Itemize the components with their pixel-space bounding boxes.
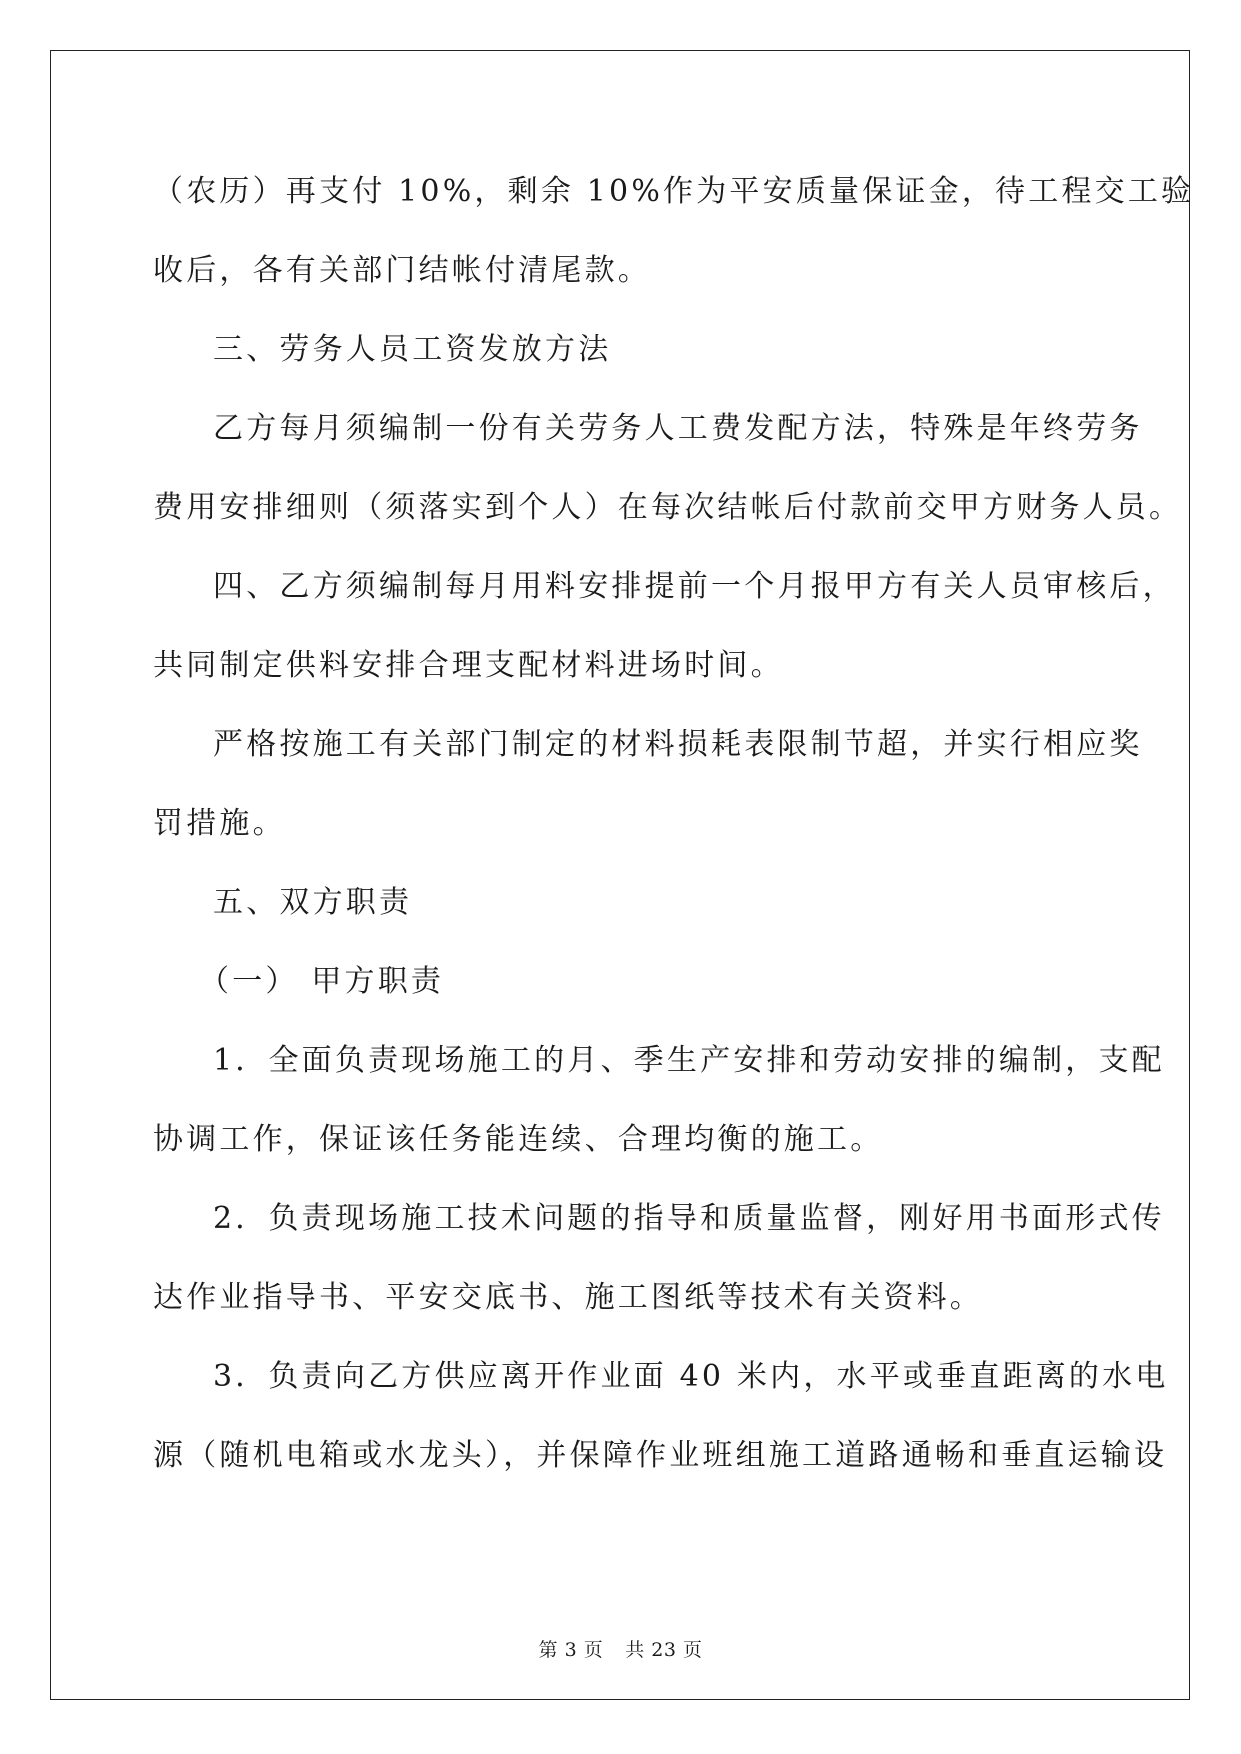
section-heading: 三、劳务人员工资发放方法	[213, 332, 612, 367]
text-line: 源（随机电箱或水龙头），并保障作业班组施工道路通畅和垂直运输设	[153, 1438, 1168, 1473]
text-line: 罚措施。	[153, 806, 286, 841]
text-line: 达作业指导书、平安交底书、施工图纸等技术有关资料。	[153, 1280, 983, 1315]
page-number-current: 第 3 页	[538, 1639, 604, 1661]
page-footer	[0, 1637, 1241, 1663]
text-line: 2．负责现场施工技术问题的指导和质量监督，刚好用书面形式传	[213, 1201, 1165, 1236]
subsection-heading: （一） 甲方职责	[199, 964, 445, 999]
text-line: 乙方每月须编制一份有关劳务人工费发配方法，特殊是年终劳务	[213, 411, 1143, 446]
text-line: 费用安排细则（须落实到个人）在每次结帐后付款前交甲方财务人员。	[153, 490, 1183, 525]
text-line: （农历）再支付 10%，剩余 10%作为平安质量保证金，待工程交工验	[153, 174, 1195, 209]
section-heading: 五、双方职责	[213, 885, 413, 920]
text-line: 3．负责向乙方供应离开作业面 40 米内，水平或垂直距离的水电	[213, 1359, 1169, 1394]
text-line: 共同制定供料安排合理支配材料进场时间。	[153, 648, 784, 683]
text-line: 四、乙方须编制每月用料安排提前一个月报甲方有关人员审核后，	[213, 569, 1176, 604]
text-line: 收后，各有关部门结帐付清尾款。	[153, 253, 651, 288]
text-line: 协调工作，保证该任务能连续、合理均衡的施工。	[153, 1122, 884, 1157]
text-line: 严格按施工有关部门制定的材料损耗表限制节超，并实行相应奖	[213, 727, 1143, 762]
page-number-total: 共 23 页	[625, 1639, 703, 1661]
text-line: 1．全面负责现场施工的月、季生产安排和劳动安排的编制，支配	[213, 1043, 1165, 1078]
